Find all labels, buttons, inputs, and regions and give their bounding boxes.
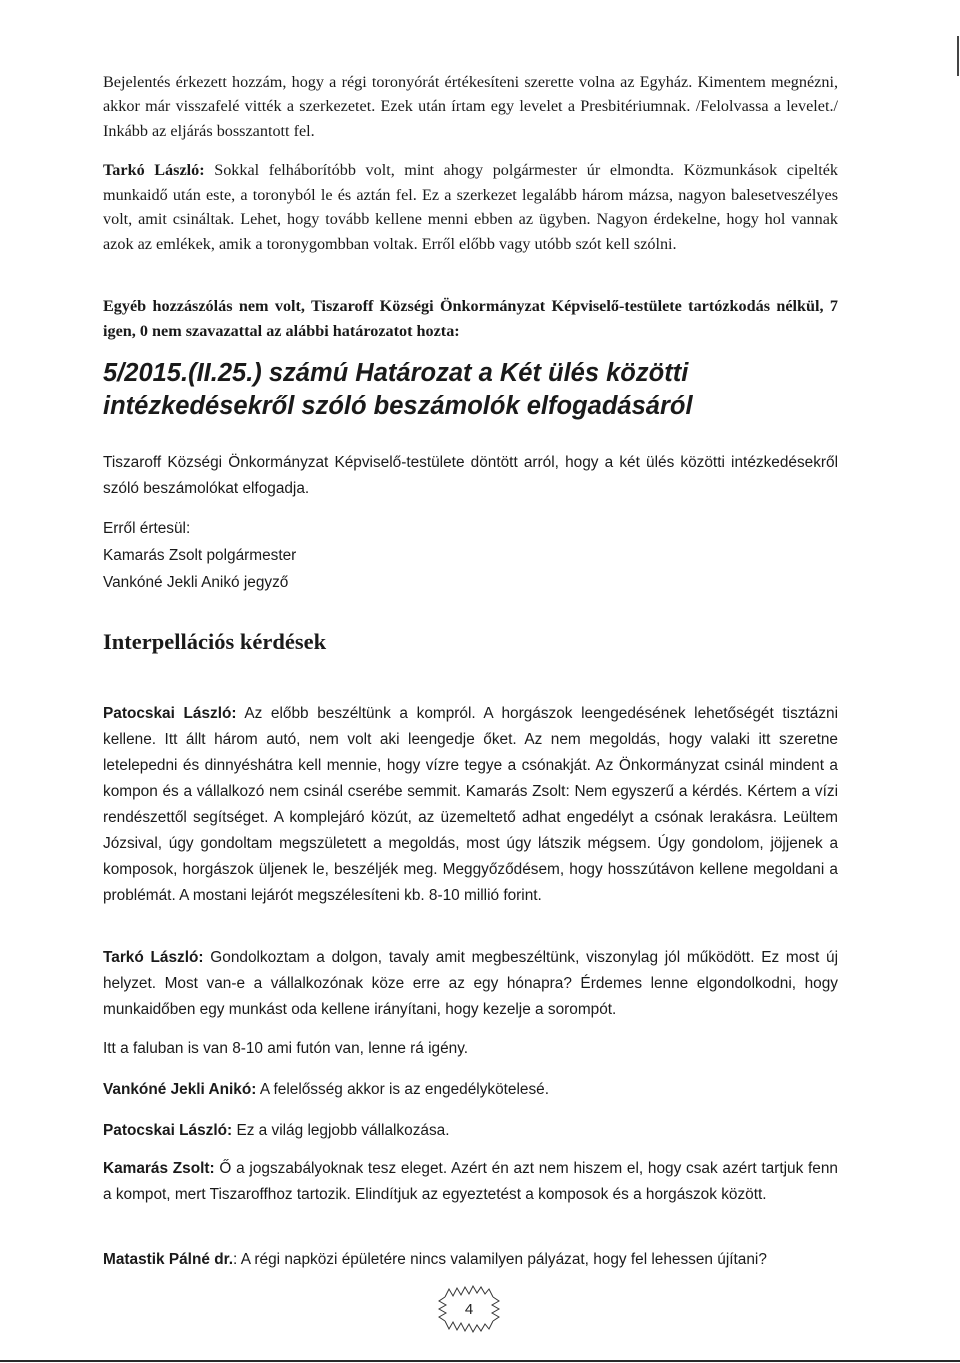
statement-matastik [103,1247,838,1273]
section-heading: Interpellációs kérdések [103,629,327,654]
statement-patocskai-1 [103,701,838,909]
statement-text: : A régi napközi épületére nincs valamilyen pályázat, hogy fel lehessen újítani? [233,1251,767,1268]
speaker-name: Matastik Pálné dr. [103,1251,234,1268]
scan-edge-mark [957,36,959,76]
statement-text: Ő a jogszabályoknak tesz eleget. Azért én azt nem hiszem el, hogy csak azért tartjuk fenn a kompot, mert Tiszaroffhoz tartozik. Elindítjuk az egyeztetést a komposok és a horgászok között. [103,1160,838,1203]
intro-paragraph: Bejelentés érkezett hozzám, hogy a régi toronyórát értékesíteni szerette volna az Egyház. Kimentem megnézni, akkor már visszafelé vitték a szerkezetet. Ezek után írtam egy levelet a Presbitériumnak. /Felolvassa a levelet./ Inkább az eljárás bosszantott fel. [103,73,838,140]
resolution-title: 5/2015.(II.25.) számú Határozat a Két ülés közötti intézkedésekről szóló beszámolók elfogadásáról [103,359,693,420]
statement-patocskai-2 [103,1118,838,1144]
statement-text: Gondolkoztam a dolgon, tavaly amit megbeszéltünk, viszonylag jól működött. Ez most új helyzet. Most van-e a vállalkozónak köze erre az egy hónapra? Érdemes lenne elgondolkodni, hogy munkaidőben egy munkást oda kellene irányítani, hogy kezelje a sorompót. [103,949,839,1018]
recipient-mayor: Kamarás Zsolt polgármester [103,547,297,564]
speaker-name: Tarkó László: [103,161,205,179]
statement-text: Az előbb beszéltünk a kompról. A horgászok leengedésének lehetőségét tisztázni kellene. Itt állt három autó, nem volt aki leengedje őket. Az nem megoldás, hogy valaki itt szeretne letelepedni és dinnyéshátra kell mennie, hogy vízre tegye a csónakját. Az Önkormányzat csinál mindent a kompon és a vállalkozó nem csinál cserébe semmit. Kamarás Zsolt: Nem egyszerű a kérdés. Kértem a vízi rendészettől segítséget. A komplejáró közút, az üzemeltető adhat engedélyt a csónak lerakásra. Leültem Józsival, úgy gondoltam megszületett a megoldás, most úgy látszik mégsem. Úgy gondolom, jöjjenek a komposok, horgászok üljenek le, beszéljék meg. Meggyőződésem, hogy hosszútávon kellene megoldani a problémát. A mostani lejárót megszélesíteni kb. 8-10 millió forint. [103,705,838,904]
statement-vankone [103,1077,838,1103]
statement-text: A felelősség akkor is az engedélykötelesé. [256,1081,549,1098]
statement-text: Ez a világ legjobb vállalkozása. [232,1122,450,1139]
tarko-statement-1 [103,158,838,256]
bottom-rule [0,1360,960,1362]
notification-block [103,515,603,596]
statement-village-note [103,1036,838,1062]
page-number-ornament [423,1279,513,1339]
speaker-name: Vankóné Jekli Anikó: [103,1081,257,1098]
recipient-notary: Vankóné Jekli Anikó jegyző [103,574,289,591]
speaker-name: Patocskai László: [103,705,237,722]
page-number: 4 [464,1301,474,1318]
statement-text: Itt a faluban is van 8-10 ami futón van, lenne rá igény. [103,1040,469,1057]
speaker-name: Tarkó László: [103,949,204,966]
zigzag-ornament-icon [423,1279,513,1339]
statement-kamaras [103,1156,838,1208]
vote-statement: Egyéb hozzászólás nem volt, Tiszaroff Községi Önkormányzat Képviselő-testülete tartózkodás nélkül, 7 igen, 0 nem szavazattal az alábbi határozatot hozta: [103,297,838,340]
notification-heading: Erről értesül: [103,520,191,537]
speaker-name: Patocskai László: [103,1122,233,1139]
resolution-text: Tiszaroff Községi Önkormányzat Képviselő-testülete döntött arról, hogy a két ülés közötti intézkedésekről szóló beszámolókat elfogadja. [103,454,838,497]
statement-tarko-2 [103,945,838,1023]
speaker-name: Kamarás Zsolt: [103,1160,215,1177]
statement-text: Sokkal felháborítóbb volt, mint ahogy polgármester úr elmondta. Közmunkások cipelték munkaidő után este, a toronyból le és aztán fel. Ez a szerkezet legalább három mázsa, nagyon balesetveszélyes volt, amit csináltak. Lehet, hogy tovább kellene menni ebben az ügyben. Nagyon érdekelne, hogy hol vannak azok az emlékek, amik a toronygombban voltak. Erről előbb vagy utóbb szót kell szólni. [103,161,838,253]
